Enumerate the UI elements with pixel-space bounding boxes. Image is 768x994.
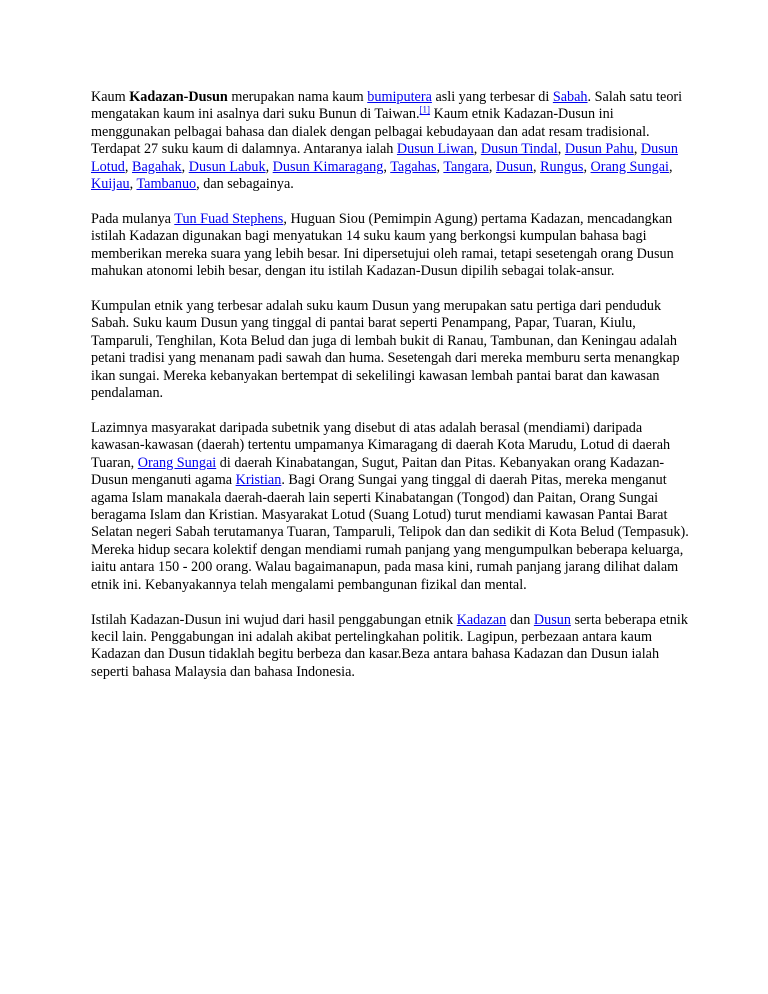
paragraph-population bbox=[91, 298, 691, 402]
paragraph-intro bbox=[91, 89, 691, 193]
text: asli yang terbesar di bbox=[431, 89, 553, 105]
link-orang-sungai[interactable]: Orang Sungai bbox=[137, 454, 217, 471]
text: Kaum etnik Kadazan-Dusun ini menggunakan pelbagai bahasa dan dialek dengan pelbagai kebudayaan dan adat resam tradisional. Terdapat 27 suku kaum di dalamnya. Antaranya ialah bbox=[91, 106, 650, 158]
link-dusun-liwan[interactable]: Dusun Liwan bbox=[396, 141, 474, 158]
text: Pada mulanya bbox=[91, 210, 175, 227]
paragraph-history bbox=[91, 211, 691, 281]
link-dusun[interactable]: Dusun bbox=[533, 611, 571, 628]
link-dusun-tindal[interactable]: Dusun Tindal bbox=[480, 141, 558, 158]
text: merupakan nama kaum bbox=[227, 89, 368, 105]
text: serta beberapa etnik kecil lain. Penggabungan ini adalah akibat pertelingkahan politik. Lagipun, perbezaan antara kaum Kadazan dan Dusun tidaklah begitu berbeza dan kasar.Beza antara bahasa Kadazan dan Dusun ialah seperti bahasa Malaysia dan bahasa Indonesia. bbox=[91, 611, 688, 680]
reference-link[interactable]: [1] bbox=[419, 104, 431, 115]
link-dusun-kimaragang[interactable]: Dusun Kimaragang bbox=[272, 158, 384, 175]
link-bumiputera[interactable]: bumiputera bbox=[367, 89, 432, 105]
text: . Bagi Orang Sungai yang tinggal di daerah Pitas, mereka menganut agama Islam manakala daerah-daerah lain seperti Kinabatangan (Tongod) dan Paitan, Orang Sungai beragama Islam dan Kristian. Masyarakat Lotud (Suang Lotud) turut mendiami kawasan Pantai Barat Selatan negeri Sabah terutamanya Tuaran, Tamparuli, Telipok dan dan sedikit di Kota Belud (Tempasuk). Mereka hidup secara kolektif dengan mendiami rumah panjang yang mengumpulkan beberapa keluarga, iaitu antara 150 - 200 orang. Walau bagaimanapun, pada masa kini, rumah panjang jarang dilihat dalam etnik ini. Kebanyakannya telah mengalami pembangunan fizikal dan mental. bbox=[91, 472, 689, 593]
link-tangara[interactable]: Tangara bbox=[443, 158, 489, 175]
link-dusun-labuk[interactable]: Dusun Labuk bbox=[188, 158, 266, 175]
link-tambanuo[interactable]: Tambanuo bbox=[136, 176, 197, 193]
paragraph-subethnic bbox=[91, 420, 691, 594]
text: Kumpulan etnik yang terbesar adalah suku kaum Dusun yang merupakan satu pertiga dari penduduk Sabah. Suku kaum Dusun yang tinggal di pantai barat seperti Penampang, Papar, Tuaran, Kiulu, Tamparuli, Tenghilan, Kota Belud dan juga di lembah bukit di Ranau, Tambunan, dan Keningau adalah petani tradisi yang menanam padi sawah dan huma. Sesetengah dari mereka memburu serta menangkap ikan sungai. Mereka kebanyakan bertempat di sekelilingi kawasan lembah pantai barat dan kawasan pendalaman. bbox=[91, 298, 680, 402]
link-bagahak[interactable]: Bagahak bbox=[131, 158, 182, 175]
separator: , bbox=[436, 158, 444, 175]
link-dusun-lotud[interactable]: Dusun Lotud bbox=[91, 141, 678, 175]
article-body bbox=[91, 89, 691, 699]
separator: , bbox=[532, 158, 541, 175]
link-kadazan[interactable]: Kadazan bbox=[456, 611, 507, 628]
paragraph-term bbox=[91, 612, 691, 682]
text: dan bbox=[506, 611, 534, 628]
text: . Salah satu teori mengatakan kaum ini asalnya dari suku Bunun di Taiwan. bbox=[91, 89, 683, 123]
link-orang-sungai[interactable]: Orang Sungai bbox=[590, 158, 669, 175]
separator: , bbox=[473, 141, 481, 158]
text: , Huguan Siou (Pemimpin Agung) pertama Kadazan, mencadangkan istilah Kadazan digunakan bagi menyatukan 14 suku kaum yang berkongsi kumpulan bahasa bagi memberikan mereka suara yang lebih besar. Ini dipersetujui oleh ramai, tetapi sesetengah orang Dusun mahukan atonomi lebih besar, dengan itu istilah Kadazan-Dusun dipilih sebagai tolak-ansur. bbox=[91, 210, 674, 280]
link-kristian[interactable]: Kristian bbox=[235, 472, 282, 489]
separator: , bbox=[129, 176, 137, 193]
bold-term: Kadazan-Dusun bbox=[129, 89, 228, 105]
text: Istilah Kadazan-Dusun ini wujud dari hasil penggabungan etnik bbox=[91, 611, 457, 628]
link-rungus[interactable]: Rungus bbox=[540, 158, 584, 175]
separator: , bbox=[265, 158, 273, 175]
link-dusun-pahu[interactable]: Dusun Pahu bbox=[564, 141, 634, 158]
link-dusun[interactable]: Dusun bbox=[495, 158, 533, 175]
text: di daerah Kinabatangan, Sugut, Paitan dan Pitas. Kebanyakan orang Kadazan-Dusun menganuti agama bbox=[91, 454, 665, 489]
separator: , bbox=[488, 158, 496, 175]
separator: , bbox=[668, 158, 673, 175]
link-tun-fuad-stephens[interactable]: Tun Fuad Stephens bbox=[174, 210, 284, 227]
text: Lazimnya masyarakat daripada subetnik yang disebut di atas adalah berasal (mendiami) daripada kawasan-kawasan (daerah) tertentu umpamanya Kimaragang di daerah Kota Marudu, Lotud di daerah Tuaran, bbox=[91, 420, 671, 471]
separator: , bbox=[181, 158, 189, 175]
separator: , bbox=[583, 158, 591, 175]
separator: , bbox=[557, 141, 565, 158]
link-sabah[interactable]: Sabah bbox=[552, 89, 588, 105]
text: Kaum bbox=[91, 89, 130, 105]
separator: , bbox=[383, 158, 391, 175]
text: , dan sebagainya. bbox=[196, 176, 294, 193]
separator: , bbox=[124, 158, 132, 175]
link-tagahas[interactable]: Tagahas bbox=[390, 158, 437, 175]
separator: , bbox=[633, 141, 641, 158]
link-kuijau[interactable]: Kuijau bbox=[91, 176, 130, 193]
